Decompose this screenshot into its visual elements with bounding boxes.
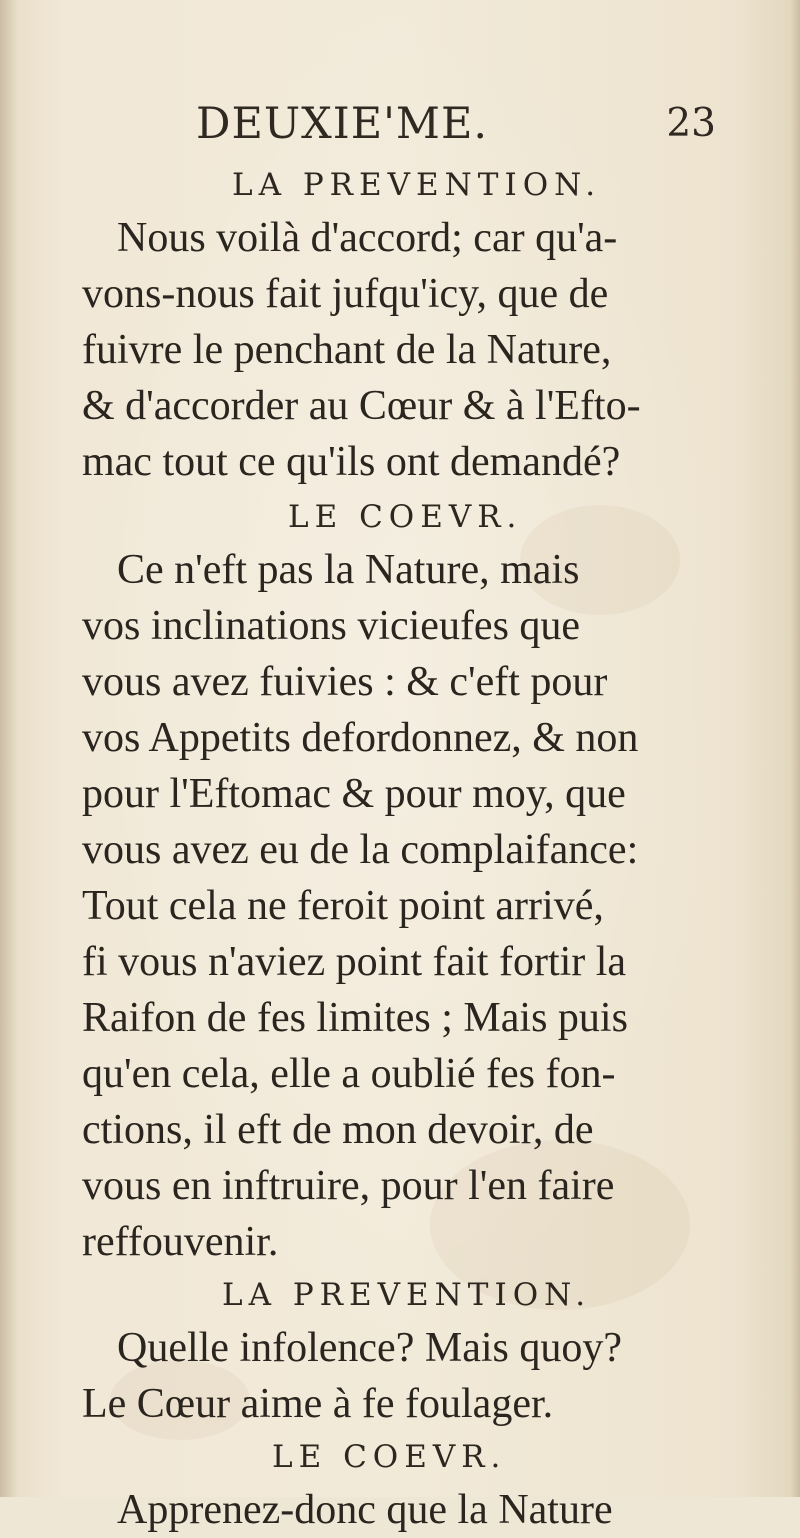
text-line: vous avez fuivies : & c'eft pour <box>82 659 608 705</box>
running-head: DEUXIE'ME. <box>196 99 488 149</box>
speaker-heading: LA PREVENTION. <box>232 167 602 203</box>
text-line: Nous voilà d'accord; car qu'a- <box>117 215 618 261</box>
text-line: Le Cœur aime à fe foulager. <box>82 1381 554 1427</box>
dialogue-text <box>82 160 722 1538</box>
text-line: vos Appetits defordonnez, & non <box>82 715 639 761</box>
text-line: pour l'Eftomac & pour moy, que <box>82 771 626 817</box>
text-line: & d'accorder au Cœur & à l'Efto- <box>82 383 641 429</box>
page-header <box>196 98 716 156</box>
text-line: qu'en cela, elle a oublié fes fon- <box>82 1051 616 1097</box>
text-line: fuivre le penchant de la Nature, <box>82 327 612 373</box>
text-line: Quelle infolence? Mais quoy? <box>117 1325 622 1371</box>
text-line: Tout cela ne feroit point arrivé, <box>82 883 604 929</box>
text-line: Ce n'eft pas la Nature, mais <box>117 547 580 593</box>
binding-shadow <box>0 0 18 1497</box>
text-line: fi vous n'aviez point fait fortir la <box>82 939 627 985</box>
speaker-heading: LE COEVR. <box>288 499 523 535</box>
text-line: vons-nous fait jufqu'icy, que de <box>82 271 609 317</box>
text-line: vous en inftruire, pour l'en faire <box>82 1163 615 1209</box>
speaker-heading: LA PREVENTION. <box>222 1277 592 1313</box>
text-line: Apprenez-donc que la Nature <box>117 1487 613 1533</box>
text-line: vos inclinations vicieufes que <box>82 603 581 649</box>
speaker-heading: LE COEVR. <box>272 1439 507 1475</box>
page-number: 23 <box>666 101 716 146</box>
text-line: ctions, il eft de mon devoir, de <box>82 1107 594 1153</box>
text-line: Raifon de fes limites ; Mais puis <box>82 995 628 1041</box>
text-line: mac tout ce qu'ils ont demandé? <box>82 439 621 485</box>
text-line: vous avez eu de la complaifance: <box>82 827 639 873</box>
text-line: reffouvenir. <box>82 1219 279 1265</box>
page-edge-shadow <box>790 0 800 1497</box>
